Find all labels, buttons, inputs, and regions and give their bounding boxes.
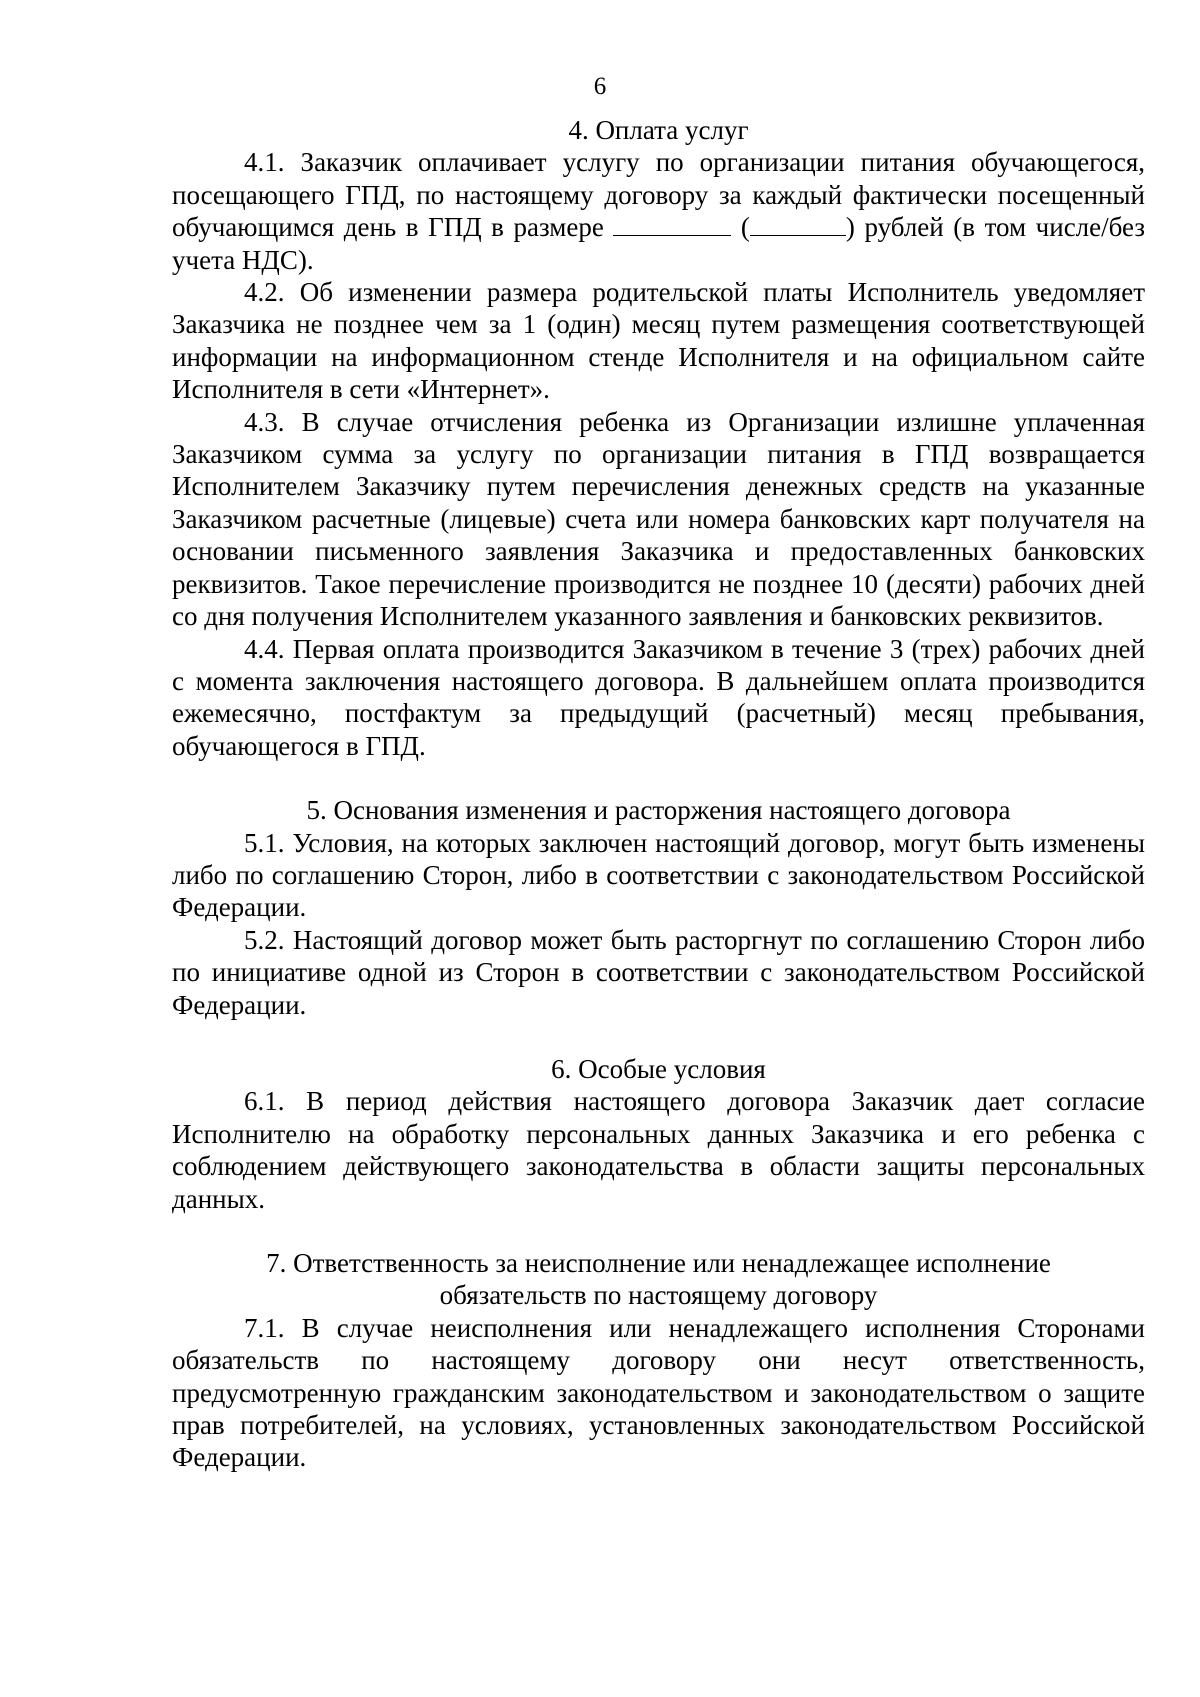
section-5-heading: 5. Основания изменения и расторжения настоящего договора [306, 795, 1011, 826]
clause-4-4: 4.4. Первая оплата производится Заказчиком в течение 3 (трех) рабочих дней с момента заключения настоящего договора. В дальнейшем оплата производится ежемесячно, постфактум за предыдущий (расчетный) месяц пребывания, обучающегося в ГПД. [172, 633, 1145, 761]
clause-6-1: 6.1. В период действия настоящего договора Заказчик дает согласие Исполнителю на обработку персональных данных Заказчика и его ребенка с соблюдением действующего законодательства в области защиты персональных данных. [172, 1086, 1145, 1214]
clause-4-1-text-c: ) рублей (в том числе/без учета НДС). [172, 212, 1145, 275]
clause-4-1 [172, 146, 1145, 276]
clause-4-1-text-b: ( [740, 212, 750, 243]
section-gap [172, 1215, 1145, 1247]
amount-words-blank [750, 213, 846, 236]
section-gap [172, 1021, 1145, 1053]
clause-5-1: 5.1. Условия, на которых заключен настоящий договор, могут быть изменены либо по соглашению Сторон, либо в соответствии с законодательством Российской Федерации. [172, 827, 1145, 923]
section-7-heading-line-1: 7. Ответственность за неисполнение или ненадлежащее исполнение [266, 1248, 1051, 1278]
document-body [172, 114, 1145, 1474]
section-gap [172, 762, 1145, 794]
clause-5-2: 5.2. Настоящий договор может быть расторгнут по соглашению Сторон либо по инициативе одной из Сторон в соответствии с законодательством Российской Федерации. [172, 924, 1145, 1020]
section-6-heading: 6. Особые условия [551, 1053, 766, 1084]
section-4-heading: 4. Оплата услуг [568, 115, 749, 145]
clause-4-1-text-a: 4.1. Заказчик оплачивает услугу по организации питания обучающегося, посещающего ГПД, по настоящему договору за каждый фактически посещенный обучающимся день в ГПД в размере [172, 147, 1145, 243]
clause-4-2: 4.2. Об изменении размера родительской платы Исполнитель уведомляет Заказчика не позднее чем за 1 (один) месяц путем размещения соответствующей информации на информационном стенде Исполнителя и на официальном сайте Исполнителя в сети «Интернет». [172, 277, 1145, 405]
page-number: 6 [593, 73, 607, 100]
amount-blank [613, 213, 731, 236]
clause-4-3: 4.3. В случае отчисления ребенка из Организации излишне уплаченная Заказчиком сумма за услугу по организации питания в ГПД возвращается Исполнителем Заказчику путем перечисления денежных средств на указанные Заказчиком расчетные (лицевые) счета или номера банковских карт получателя на основании письменного заявления Заказчика и предоставленных банковских реквизитов. Такое перечисление производится не позднее 10 (десяти) рабочих дней со дня получения Исполнителем указанного заявления и банковских реквизитов. [172, 406, 1145, 632]
clause-7-1: 7.1. В случае неисполнения или ненадлежащего исполнения Сторонами обязательств по настоящему договору они несут ответственность, предусмотренную гражданским законодательством и законодательством о защите прав потребителей, на условиях, установленных законодательством Российской Федерации. [172, 1312, 1145, 1473]
section-7-heading-line-2: обязательств по настоящему договору [439, 1280, 878, 1311]
